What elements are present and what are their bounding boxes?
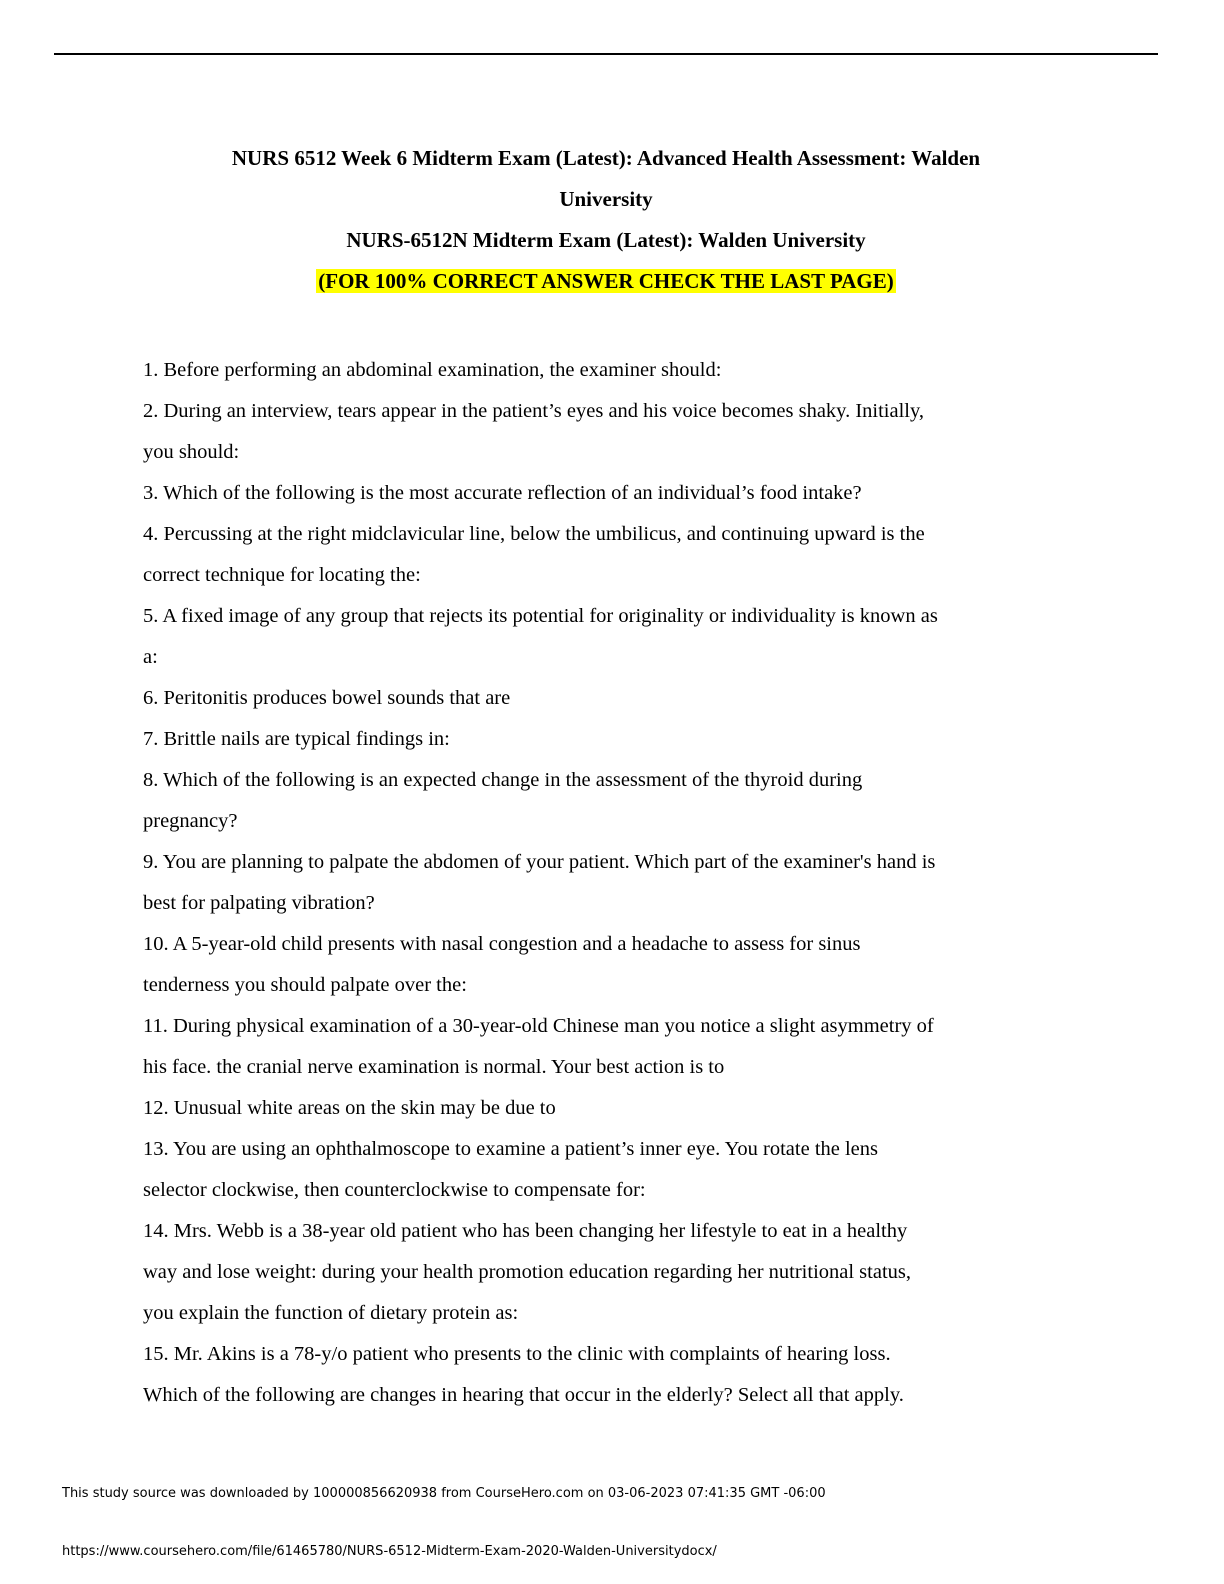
question-10 bbox=[143, 924, 1069, 1006]
highlight-line bbox=[143, 261, 1069, 302]
question-3 bbox=[143, 473, 1069, 514]
question-2 bbox=[143, 391, 1069, 473]
question-line: 1. Before performing an abdominal examination, the examiner should: bbox=[143, 359, 722, 381]
question-11 bbox=[143, 1006, 1069, 1088]
question-line: correct technique for locating the: bbox=[143, 564, 421, 586]
question-line: pregnancy? bbox=[143, 810, 238, 832]
question-line: tenderness you should palpate over the: bbox=[143, 974, 467, 996]
question-line: 2. During an interview, tears appear in the patient’s eyes and his voice becomes shaky. Initially, bbox=[143, 400, 925, 422]
question-line: 12. Unusual white areas on the skin may be due to bbox=[143, 1097, 556, 1119]
question-line: 6. Peritonitis produces bowel sounds that are bbox=[143, 687, 511, 709]
question-15 bbox=[143, 1334, 1069, 1416]
question-4 bbox=[143, 514, 1069, 596]
title-line-2: University bbox=[559, 187, 653, 211]
question-line: 4. Percussing at the right midclavicular line, below the umbilicus, and continuing upward is the bbox=[143, 523, 925, 545]
question-line: 7. Brittle nails are typical findings in: bbox=[143, 728, 450, 750]
question-9 bbox=[143, 842, 1069, 924]
question-line: best for palpating vibration? bbox=[143, 892, 375, 914]
question-6 bbox=[143, 678, 1069, 719]
question-line: 13. You are using an ophthalmoscope to examine a patient’s inner eye. You rotate the lens bbox=[143, 1138, 879, 1160]
highlighted-note: (FOR 100% CORRECT ANSWER CHECK THE LAST PAGE) bbox=[318, 269, 894, 293]
question-5 bbox=[143, 596, 1069, 678]
top-divider bbox=[54, 53, 1158, 55]
question-line: 9. You are planning to palpate the abdomen of your patient. Which part of the examiner's hand is bbox=[143, 851, 936, 873]
question-line: 3. Which of the following is the most accurate reflection of an individual’s food intake? bbox=[143, 482, 862, 504]
title-line-1: NURS 6512 Week 6 Midterm Exam (Latest): Advanced Health Assessment: Walden bbox=[231, 146, 981, 170]
question-7 bbox=[143, 719, 1069, 760]
question-line: selector clockwise, then counterclockwise to compensate for: bbox=[143, 1179, 646, 1201]
question-12 bbox=[143, 1088, 1069, 1129]
question-14 bbox=[143, 1211, 1069, 1334]
question-line: you should: bbox=[143, 441, 240, 463]
download-source-note: This study source was downloaded by 100000856620938 from CourseHero.com on 03-06-2023 07:41:35 GMT -06:00 bbox=[62, 1486, 826, 1501]
question-13 bbox=[143, 1129, 1069, 1211]
question-line: 10. A 5-year-old child presents with nasal congestion and a headache to assess for sinus bbox=[143, 933, 861, 955]
question-line: 5. A fixed image of any group that rejects its potential for originality or individuality is known as bbox=[143, 605, 938, 627]
question-line: Which of the following are changes in hearing that occur in the elderly? Select all that apply. bbox=[143, 1384, 904, 1406]
question-line: way and lose weight: during your health promotion education regarding her nutritional status, bbox=[143, 1261, 911, 1283]
source-url-link[interactable]: https://www.coursehero.com/file/61465780/NURS-6512-Midterm-Exam-2020-Walden-Universitydocx/ bbox=[62, 1544, 717, 1559]
question-line: a: bbox=[143, 646, 158, 668]
question-1 bbox=[143, 350, 1069, 391]
question-line: 11. During physical examination of a 30-year-old Chinese man you notice a slight asymmetry of bbox=[143, 1015, 934, 1037]
question-8 bbox=[143, 760, 1069, 842]
question-line: his face. the cranial nerve examination is normal. Your best action is to bbox=[143, 1056, 725, 1078]
subtitle: NURS-6512N Midterm Exam (Latest): Walden University bbox=[346, 228, 866, 252]
document-header bbox=[143, 138, 1069, 302]
question-line: 14. Mrs. Webb is a 38-year old patient who has been changing her lifestyle to eat in a healthy bbox=[143, 1220, 908, 1242]
question-line: you explain the function of dietary protein as: bbox=[143, 1302, 519, 1324]
question-line: 15. Mr. Akins is a 78-y/o patient who presents to the clinic with complaints of hearing loss. bbox=[143, 1343, 891, 1365]
question-line: 8. Which of the following is an expected change in the assessment of the thyroid during bbox=[143, 769, 863, 791]
question-list bbox=[143, 350, 1069, 1416]
